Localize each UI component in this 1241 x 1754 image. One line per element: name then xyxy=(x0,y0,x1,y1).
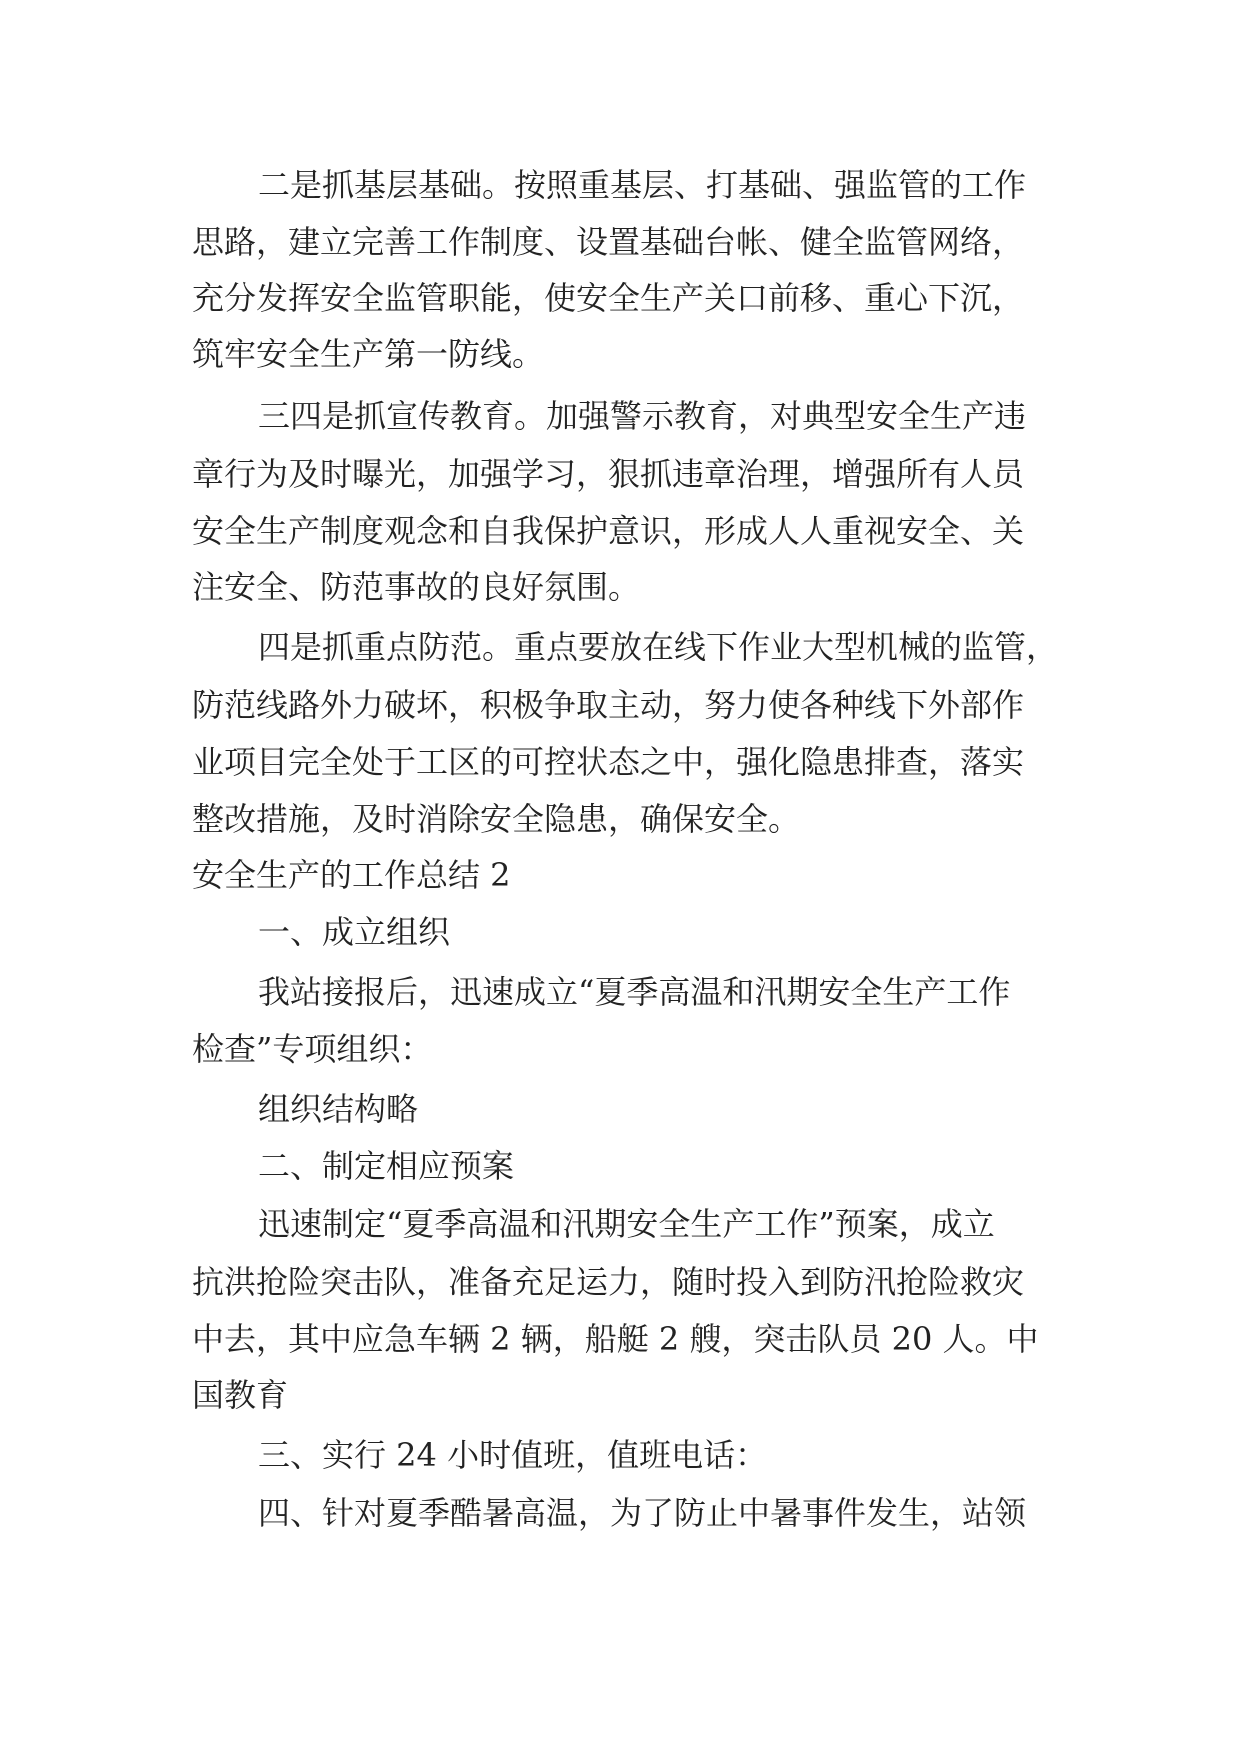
paragraph-line: 四是抓重点防范。重点要放在线下作业大型机械的监管， xyxy=(258,628,1059,666)
paragraph-line: 业项目完全处于工区的可控状态之中，强化隐患排查，落实 xyxy=(192,743,1025,781)
paragraph-line: 国教育 xyxy=(192,1376,289,1414)
paragraph-line: 注安全、防范事故的良好氛围。 xyxy=(192,568,641,606)
paragraph-line: 检查”专项组织： xyxy=(192,1030,433,1068)
subheading: 二、制定相应预案 xyxy=(258,1147,515,1185)
paragraph-line: 防范线路外力破坏，积极争取主动，努力使各种线下外部作 xyxy=(192,686,1025,724)
paragraph-line: 二是抓基层基础。按照重基层、打基础、强监管的工作 xyxy=(258,166,1027,204)
paragraph-line: 我站接报后，迅速成立“夏季高温和汛期安全生产工作 xyxy=(258,973,1011,1011)
paragraph-line: 思路，建立完善工作制度、设置基础台帐、健全监管网络， xyxy=(192,223,1025,261)
paragraph-line: 筑牢安全生产第一防线。 xyxy=(192,335,545,373)
paragraph-line: 充分发挥安全监管职能，使安全生产关口前移、重心下沉， xyxy=(192,279,1025,317)
paragraph-line: 整改措施，及时消除安全隐患，确保安全。 xyxy=(192,800,801,838)
paragraph-line: 安全生产制度观念和自我保护意识，形成人人重视安全、关 xyxy=(192,512,1025,550)
paragraph-line: 抗洪抢险突击队，准备充足运力，随时投入到防汛抢险救灾 xyxy=(192,1263,1025,1301)
paragraph-line: 三四是抓宣传教育。加强警示教育，对典型安全生产违 xyxy=(258,397,1027,435)
section-heading: 安全生产的工作总结 2 xyxy=(192,856,511,894)
paragraph-line: 章行为及时曝光，加强学习，狠抓违章治理，增强所有人员 xyxy=(192,455,1025,493)
paragraph-line: 迅速制定“夏季高温和汛期安全生产工作”预案，成立 xyxy=(258,1205,995,1243)
paragraph-line: 三、实行 24 小时值班，值班电话： xyxy=(258,1436,768,1474)
paragraph-line: 组织结构略 xyxy=(258,1090,419,1128)
paragraph-line: 四、针对夏季酷暑高温，为了防止中暑事件发生，站领 xyxy=(258,1494,1027,1532)
subheading: 一、成立组织 xyxy=(258,913,451,951)
paragraph-line: 中去，其中应急车辆 2 辆，船艇 2 艘，突击队员 20 人。中 xyxy=(192,1320,1039,1358)
